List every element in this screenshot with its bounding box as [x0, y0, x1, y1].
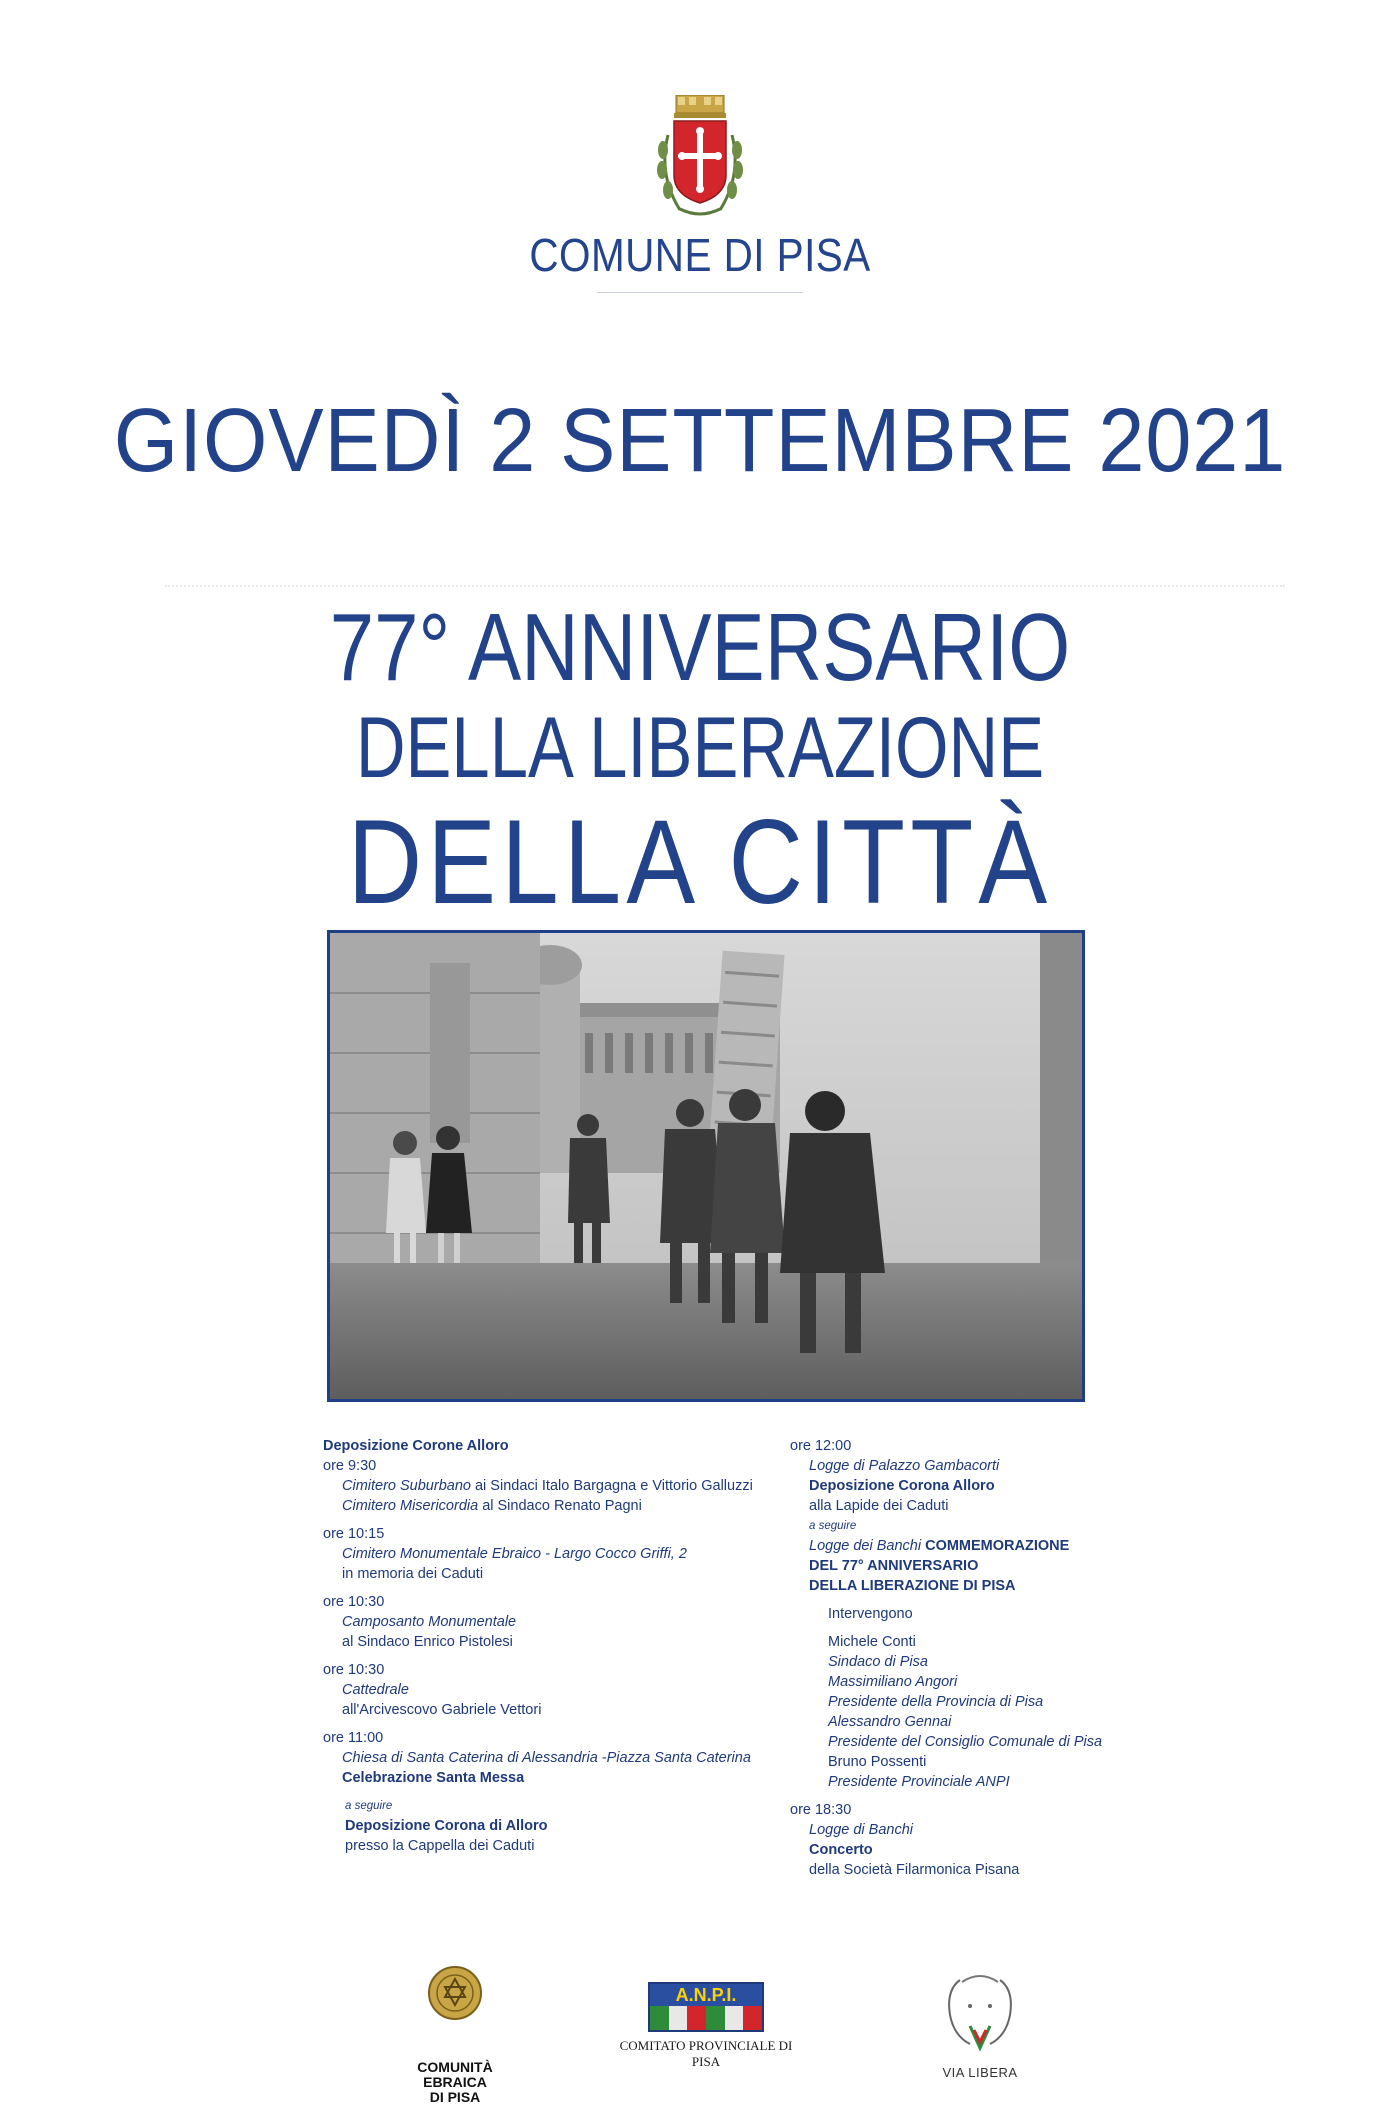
anpi-flag-icon — [648, 1982, 764, 2032]
program-heading: Deposizione Corone Alloro — [323, 1438, 509, 1454]
title-line-1: 77° ANNIVERSARIO — [329, 594, 1071, 701]
intervengono-label: Intervengono — [828, 1606, 913, 1622]
event-time: ore 12:00 — [790, 1438, 852, 1454]
event-title: Deposizione Corona Alloro — [809, 1478, 995, 1494]
event-place: Logge di Banchi — [809, 1822, 913, 1838]
logo-caption: COMUNITÀ — [417, 2059, 493, 2075]
header-divider — [597, 292, 803, 293]
event-text: ai Sindaci Italo Bargagna e Vittorio Galluzzi — [470, 1478, 753, 1494]
event-place: Logge di Palazzo Gambacorti — [809, 1458, 1000, 1474]
event-time: ore 10:30 — [323, 1594, 385, 1610]
event-place: Camposanto Monumentale — [342, 1614, 517, 1630]
event-place: Cimitero Monumentale Ebraico - Largo Cocco Griffi, 2 — [342, 1546, 687, 1562]
event-text: presso la Cappella dei Caduti — [345, 1838, 535, 1854]
event-text: in memoria dei Caduti — [342, 1566, 484, 1582]
event-title: COMMEMORAZIONE — [921, 1538, 1070, 1554]
event-place: Cattedrale — [342, 1682, 409, 1698]
event-title: DELLA LIBERAZIONE DI PISA — [809, 1578, 1016, 1594]
anpi-name: A.N.P.I. — [650, 1984, 762, 2006]
event-text: al Sindaco Renato Pagni — [478, 1498, 642, 1514]
historic-photo — [327, 930, 1085, 1402]
follow-label: a seguire — [809, 1520, 857, 1532]
event-time: ore 10:30 — [323, 1662, 385, 1678]
dotted-divider — [165, 585, 1285, 587]
speaker-role: Sindaco di Pisa — [828, 1654, 928, 1670]
event-place: Cimitero Suburbano — [342, 1478, 471, 1494]
event-title: Concerto — [809, 1842, 873, 1858]
event-date: GIOVEDÌ 2 SETTEMBRE 2021 — [113, 391, 1287, 491]
comune-title: COMUNE DI PISA — [529, 229, 871, 281]
speaker-name: Bruno Possenti — [828, 1754, 927, 1770]
event-time: ore 9:30 — [323, 1458, 377, 1474]
event-text: all'Arcivescovo Gabriele Vettori — [342, 1702, 542, 1718]
comunita-ebraica-logo — [385, 1965, 525, 2105]
event-time: ore 11:00 — [323, 1730, 384, 1746]
title-line-2: DELLA LIBERAZIONE — [355, 700, 1045, 796]
title-line-3: DELLA CITTÀ — [347, 795, 1053, 929]
event-text: della Società Filarmonica Pisana — [809, 1862, 1020, 1878]
event-title: DEL 77° ANNIVERSARIO — [809, 1558, 979, 1574]
speaker-role: Presidente del Consiglio Comunale di Pisa — [828, 1734, 1103, 1750]
logo-caption: VIA LIBERA — [942, 2065, 1018, 2080]
event-text: alla Lapide dei Caduti — [809, 1498, 949, 1514]
event-place: Logge dei Banchi — [809, 1538, 922, 1554]
event-place: Cimitero Misericordia — [342, 1498, 479, 1514]
speaker-name: Alessandro Gennai — [828, 1714, 952, 1730]
program-left-column — [323, 1436, 763, 1856]
via-libera-faces-icon — [940, 1970, 1020, 2056]
pisa-crest-icon — [650, 95, 750, 225]
event-place: Chiesa di Santa Caterina di Alessandria -Piazza Santa Caterina — [342, 1750, 751, 1766]
logo-caption: COMITATO PROVINCIALE DI PISA — [619, 2038, 793, 2069]
logo-caption: EBRAICA — [423, 2074, 487, 2090]
via-libera-logo — [925, 1970, 1035, 2090]
event-title: Celebrazione Santa Messa — [342, 1770, 525, 1786]
speaker-role: Presidente Provinciale ANPI — [828, 1774, 1010, 1790]
speaker-name: Michele Conti — [828, 1634, 916, 1650]
comunita-ebraica-seal-icon — [427, 1965, 483, 2021]
speaker-name: Massimiliano Angori — [828, 1674, 958, 1690]
anpi-logo — [606, 1982, 806, 2069]
program-right-column — [790, 1436, 1120, 1880]
logo-caption: DI PISA — [429, 2089, 481, 2105]
speaker-role: Presidente della Provincia di Pisa — [828, 1694, 1044, 1710]
follow-label: a seguire — [345, 1800, 393, 1812]
event-time: ore 18:30 — [790, 1802, 852, 1818]
event-time: ore 10:15 — [323, 1526, 385, 1542]
event-title: Deposizione Corona di Alloro — [345, 1818, 548, 1834]
event-text: al Sindaco Enrico Pistolesi — [342, 1634, 513, 1650]
